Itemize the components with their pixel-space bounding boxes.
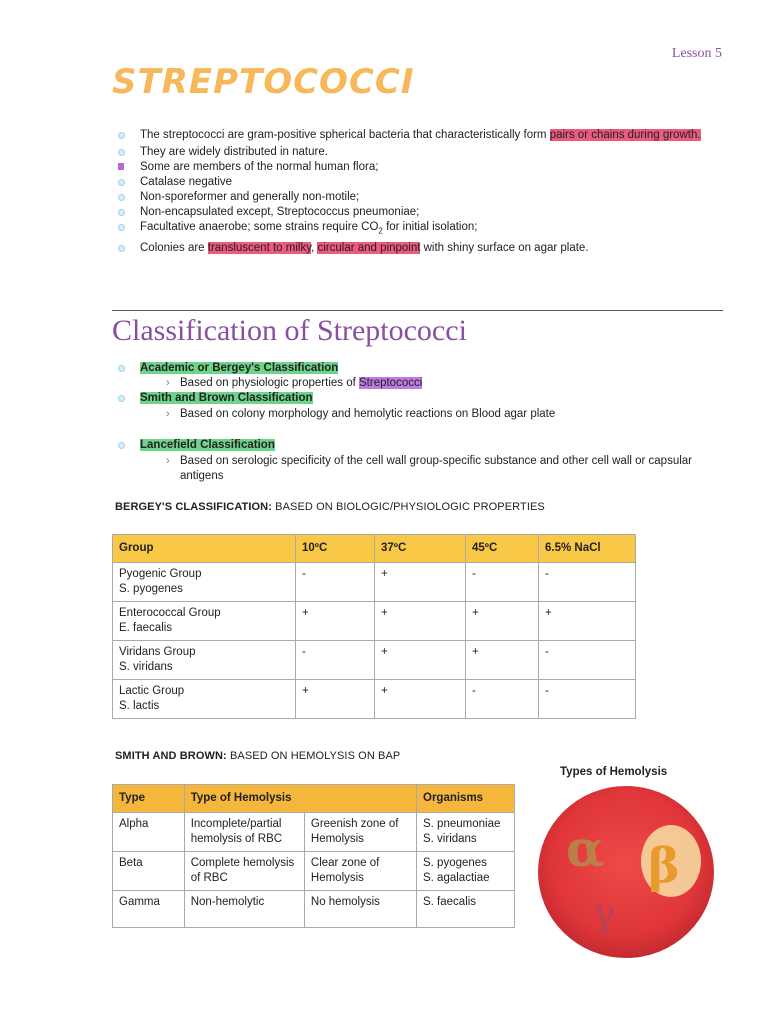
group-cell: Enterococcal Group E. faecalis bbox=[113, 602, 296, 641]
page-title: STREPTOCOCCI bbox=[112, 62, 415, 102]
value-cell: - bbox=[296, 563, 375, 602]
bullet-icon bbox=[118, 224, 125, 231]
hemolysis-cell: Non-hemolytic bbox=[184, 891, 304, 928]
value-cell: - bbox=[466, 563, 539, 602]
value-cell: + bbox=[375, 563, 466, 602]
classification-desc: › Based on serologic specificity of the cell wall group-specific substance and other cell wall or capsular antigens bbox=[166, 455, 693, 482]
gamma-colony: γ bbox=[592, 890, 616, 936]
hemolysis-cell: Incomplete/partial hemolysis of RBC bbox=[184, 813, 304, 852]
classification-heading: Classification of Streptococci bbox=[112, 314, 467, 347]
figure-title: Types of Hemolysis bbox=[560, 766, 668, 778]
arrow-icon: › bbox=[166, 408, 170, 420]
table-row bbox=[113, 680, 636, 719]
bullet-icon bbox=[118, 365, 125, 372]
list-item: Non-encapsulated except, Streptococcus pneumoniae; bbox=[112, 205, 724, 220]
value-cell: - bbox=[296, 641, 375, 680]
col-header: 6.5% NaCl bbox=[539, 535, 636, 563]
section-divider bbox=[112, 310, 723, 311]
list-item: Catalase negative bbox=[112, 175, 724, 190]
bullet-icon bbox=[118, 179, 125, 186]
list-item: Non-sporeformer and generally non-motile; bbox=[112, 190, 724, 205]
table-row bbox=[113, 813, 515, 852]
type-cell: Alpha bbox=[113, 813, 185, 852]
classification-list bbox=[112, 361, 724, 376]
col-header: Type bbox=[113, 785, 185, 813]
list-item: The streptococci are gram-positive spherical bacteria that characteristically form pairs or chains during growth. bbox=[112, 128, 724, 143]
value-cell: + bbox=[375, 641, 466, 680]
list-item: Lancefield Classification bbox=[112, 438, 724, 453]
bergey-label: BERGEY'S CLASSIFICATION: BASED ON BIOLOGIC/PHYSIOLOGIC PROPERTIES bbox=[115, 501, 545, 513]
value-cell: + bbox=[466, 641, 539, 680]
list-item: Smith and Brown Classification bbox=[112, 391, 724, 406]
value-cell: - bbox=[539, 641, 636, 680]
organism-cell: S. pyogenes S. agalactiae bbox=[417, 852, 515, 891]
value-cell: - bbox=[539, 680, 636, 719]
bullet-icon bbox=[118, 132, 125, 139]
table-row bbox=[113, 852, 515, 891]
table-header-row bbox=[113, 535, 636, 563]
list-item: Academic or Bergey's Classification bbox=[112, 361, 724, 376]
smith-label: SMITH AND BROWN: BASED ON HEMOLYSIS ON BAP bbox=[115, 750, 401, 762]
value-cell: + bbox=[296, 680, 375, 719]
table-row bbox=[113, 602, 636, 641]
bullet-icon bbox=[118, 395, 125, 402]
lesson-label: Lesson 5 bbox=[671, 46, 722, 61]
intro-bullet-list bbox=[112, 128, 724, 256]
organism-cell: S. faecalis bbox=[417, 891, 515, 928]
bullet-icon bbox=[118, 163, 124, 170]
blood-agar-plate-image bbox=[536, 786, 718, 964]
hemolysis-cell: Complete hemolysis of RBC bbox=[184, 852, 304, 891]
col-header: 37ºC bbox=[375, 535, 466, 563]
svg-text:β: β bbox=[648, 838, 680, 894]
list-item: They are widely distributed in nature. bbox=[112, 145, 724, 160]
classification-desc: › Based on physiologic properties of Streptococci bbox=[166, 377, 423, 389]
classification-list bbox=[112, 391, 724, 406]
value-cell: + bbox=[296, 602, 375, 641]
value-cell: - bbox=[466, 680, 539, 719]
bullet-icon bbox=[118, 149, 125, 156]
col-header: Type of Hemolysis bbox=[184, 785, 416, 813]
classification-desc: › Based on colony morphology and hemolytic reactions on Blood agar plate bbox=[166, 408, 556, 420]
organism-cell: S. pneumoniae S. viridans bbox=[417, 813, 515, 852]
type-cell: Beta bbox=[113, 852, 185, 891]
zone-cell: No hemolysis bbox=[304, 891, 416, 928]
arrow-icon: › bbox=[166, 455, 170, 467]
bergey-table bbox=[112, 534, 636, 719]
bullet-icon bbox=[118, 442, 125, 449]
zone-cell: Clear zone of Hemolysis bbox=[304, 852, 416, 891]
type-cell: Gamma bbox=[113, 891, 185, 928]
arrow-icon: › bbox=[166, 377, 170, 389]
col-header: 10ºC bbox=[296, 535, 375, 563]
table-row bbox=[113, 641, 636, 680]
value-cell: + bbox=[375, 680, 466, 719]
bullet-icon bbox=[118, 209, 125, 216]
list-item: Facultative anaerobe; some strains require $CO_2$ for initial isolation; bbox=[112, 220, 724, 238]
list-item: Some are members of the normal human flora; bbox=[112, 160, 724, 175]
value-cell: + bbox=[466, 602, 539, 641]
value-cell: + bbox=[375, 602, 466, 641]
col-header: Group bbox=[113, 535, 296, 563]
group-cell: Pyogenic Group S. pyogenes bbox=[113, 563, 296, 602]
group-cell: Viridans Group S. viridans bbox=[113, 641, 296, 680]
table-row bbox=[113, 891, 515, 928]
value-cell: + bbox=[539, 602, 636, 641]
col-header: Organisms bbox=[417, 785, 515, 813]
list-item: Colonies are transluscent to milky, circular and pinpoint with shiny surface on agar plate. bbox=[112, 241, 724, 256]
smith-table bbox=[112, 784, 515, 928]
zone-cell: Greenish zone of Hemolysis bbox=[304, 813, 416, 852]
alpha-colony: α bbox=[566, 819, 605, 878]
bullet-icon bbox=[118, 245, 125, 252]
col-header: 45ºC bbox=[466, 535, 539, 563]
table-row bbox=[113, 563, 636, 602]
group-cell: Lactic Group S. lactis bbox=[113, 680, 296, 719]
table-header-row bbox=[113, 785, 515, 813]
classification-list bbox=[112, 438, 724, 453]
value-cell: - bbox=[539, 563, 636, 602]
bullet-icon bbox=[118, 194, 125, 201]
beta-colony bbox=[641, 825, 701, 897]
